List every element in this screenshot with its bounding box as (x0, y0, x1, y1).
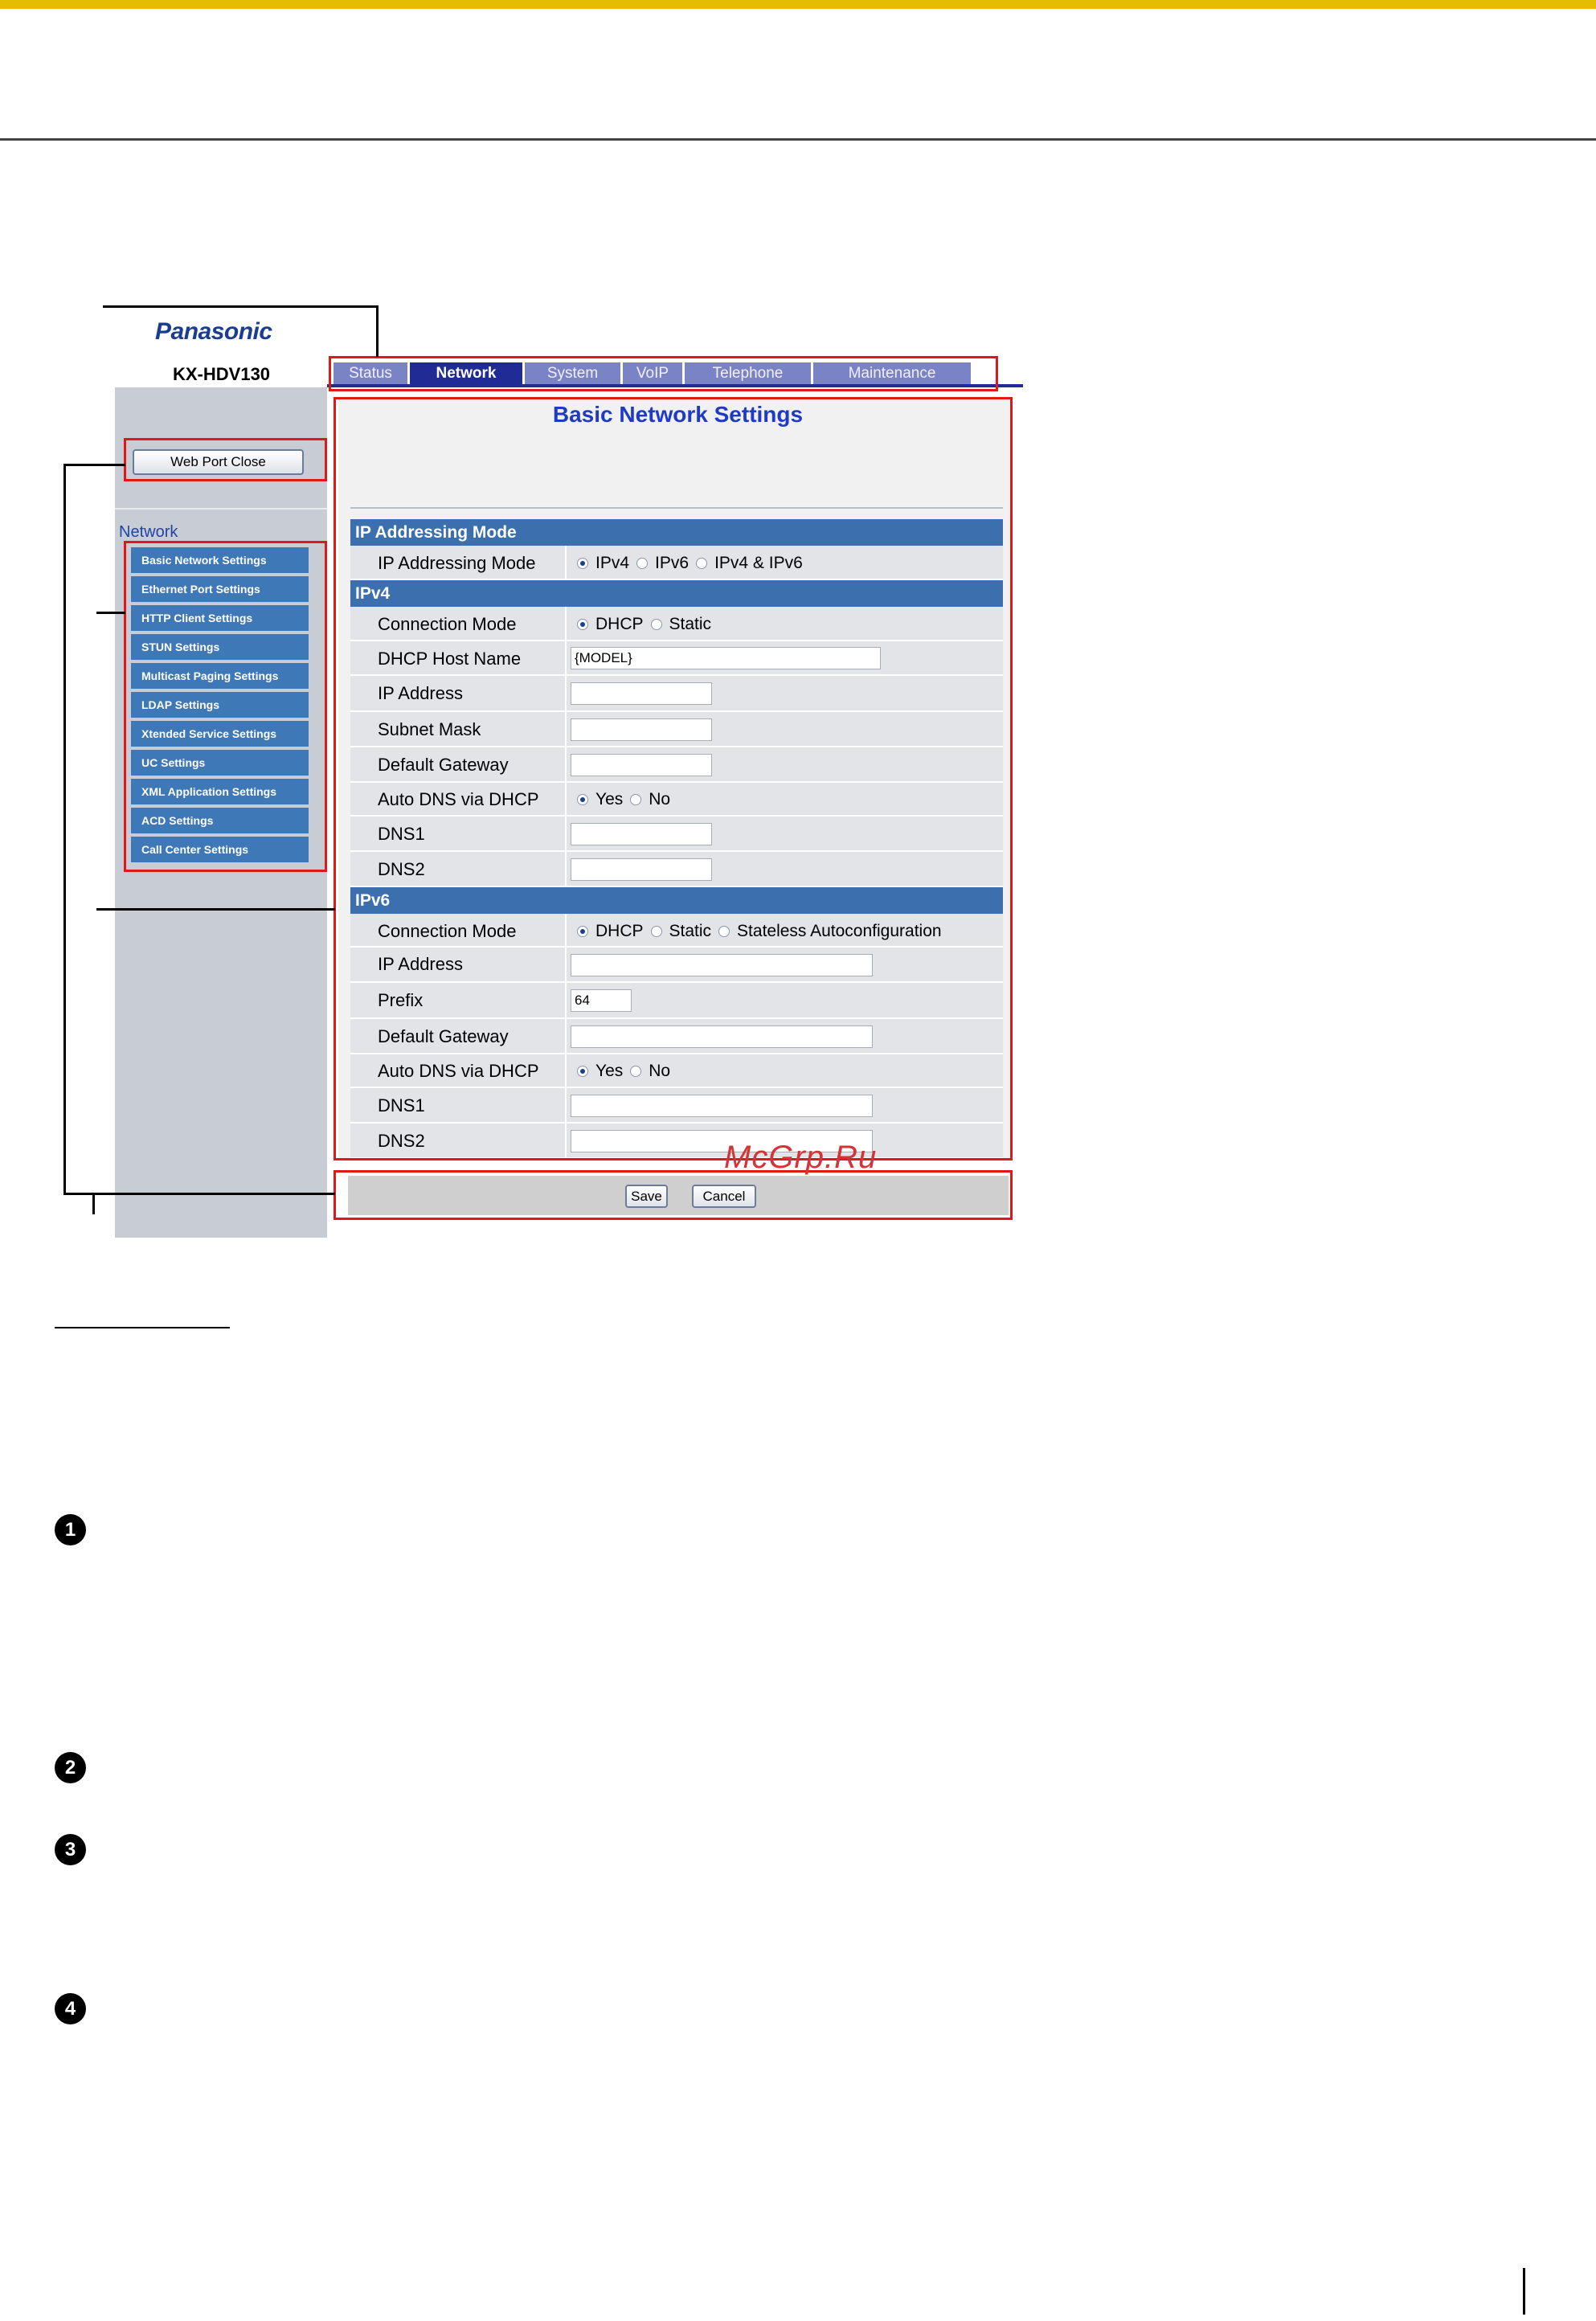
callout-line-2 (63, 464, 125, 466)
row-label: IP Address (378, 683, 463, 703)
row-label: Default Gateway (378, 1026, 509, 1046)
tab-system[interactable]: System (525, 362, 620, 385)
row-label: Default Gateway (378, 755, 509, 775)
watermark-text: McGrp.Ru (724, 1140, 878, 1175)
callout-line-1 (103, 305, 379, 308)
tab-maintenance[interactable]: Maintenance (813, 362, 971, 385)
radio-label: No (649, 790, 671, 808)
callout-line-3 (96, 612, 125, 614)
section-rule (55, 1327, 230, 1328)
sidebar-item-uc-settings[interactable]: UC Settings (131, 750, 309, 776)
row-label: DNS1 (378, 1095, 425, 1115)
highlight-box-main-content (334, 397, 1013, 1160)
sidebar-item-xtended-service-settings[interactable]: Xtended Service Settings (131, 721, 309, 747)
radio-label: Yes (595, 790, 624, 808)
row-label: Auto DNS via DHCP (378, 789, 539, 809)
marker-3-icon: 3 (55, 1834, 86, 1865)
tab-telephone[interactable]: Telephone (685, 362, 811, 385)
tab-status[interactable]: Status (334, 362, 407, 385)
ipv6-prefix-input[interactable]: 64 (571, 989, 632, 1012)
sidebar-item-multicast-paging-settings[interactable]: Multicast Paging Settings (131, 663, 309, 689)
sidebar-item-xml-application-settings[interactable]: XML Application Settings (131, 779, 309, 804)
radio-label: Static (669, 922, 712, 940)
section-header-ip-addressing-mode: IP Addressing Mode (350, 519, 1003, 546)
sidebar-item-stun-settings[interactable]: STUN Settings (131, 634, 309, 660)
sidebar-item-basic-network-settings[interactable]: Basic Network Settings (131, 547, 309, 573)
radio-label: Static (669, 615, 712, 633)
dhcp-host-name-input[interactable]: {MODEL} (571, 647, 881, 669)
row-label: Subnet Mask (378, 719, 481, 739)
sidebar-item-ethernet-port-settings[interactable]: Ethernet Port Settings (131, 576, 309, 602)
tab-network[interactable]: Network (410, 362, 522, 385)
section-header-ipv4: IPv4 (350, 580, 1003, 607)
page-title: Basic Network Settings (552, 402, 804, 427)
row-label: IP Addressing Mode (378, 553, 536, 573)
marker-2-icon: 2 (55, 1752, 86, 1783)
highlight-box-sidebar-menu (124, 541, 327, 872)
row-label: IP Address (378, 954, 463, 974)
callout-line-1-drop (376, 305, 379, 357)
highlight-box-footer-buttons (334, 1170, 1013, 1220)
highlight-box-web-port-close (124, 438, 327, 481)
row-label: DNS1 (378, 824, 425, 844)
web-port-close-button[interactable]: Web Port Close (133, 449, 304, 475)
radio-label: Yes (595, 1062, 624, 1080)
highlight-box-tabs (329, 356, 998, 391)
row-label: DNS2 (378, 859, 425, 879)
radio-label: Stateless Autoconfiguration (737, 922, 942, 940)
row-label: Connection Mode (378, 614, 517, 634)
row-label: DHCP Host Name (378, 649, 522, 669)
sidebar-item-http-client-settings[interactable]: HTTP Client Settings (131, 605, 309, 631)
row-label: Auto DNS via DHCP (378, 1061, 539, 1081)
radio-label: IPv6 (655, 554, 690, 572)
sidebar-item-call-center-settings[interactable]: Call Center Settings (131, 837, 309, 862)
cancel-button[interactable]: Cancel (692, 1185, 756, 1208)
sidebar-divider (115, 508, 327, 510)
callout-line-5-tick (92, 1195, 95, 1214)
row-label: DNS2 (378, 1131, 425, 1151)
tab-voip[interactable]: VoIP (623, 362, 682, 385)
callout-line-2-bottom (63, 1193, 335, 1195)
row-label: Prefix (378, 990, 424, 1010)
page-edge-bar (1523, 2268, 1525, 2315)
radio-label: DHCP (595, 615, 644, 633)
row-label: Connection Mode (378, 921, 517, 941)
sidebar-item-ldap-settings[interactable]: LDAP Settings (131, 692, 309, 718)
section-header-ipv6: IPv6 (350, 887, 1003, 914)
radio-label: IPv4 (595, 554, 630, 572)
sidebar-section-label: Network (119, 523, 178, 541)
callout-line-4 (96, 908, 335, 911)
radio-label: No (649, 1062, 671, 1080)
radio-label: IPv4 & IPv6 (714, 554, 803, 572)
model-name: KX-HDV130 (173, 364, 271, 384)
marker-1-icon: 1 (55, 1514, 86, 1545)
callout-line-2-vertical (63, 464, 66, 1195)
save-button[interactable]: Save (625, 1185, 668, 1208)
radio-label: DHCP (595, 922, 644, 940)
sidebar-item-acd-settings[interactable]: ACD Settings (131, 808, 309, 833)
top-color-bar (0, 0, 1596, 9)
panasonic-logo: Panasonic (155, 318, 272, 345)
marker-4-icon: 4 (55, 1993, 86, 2024)
header-rule (0, 138, 1596, 141)
